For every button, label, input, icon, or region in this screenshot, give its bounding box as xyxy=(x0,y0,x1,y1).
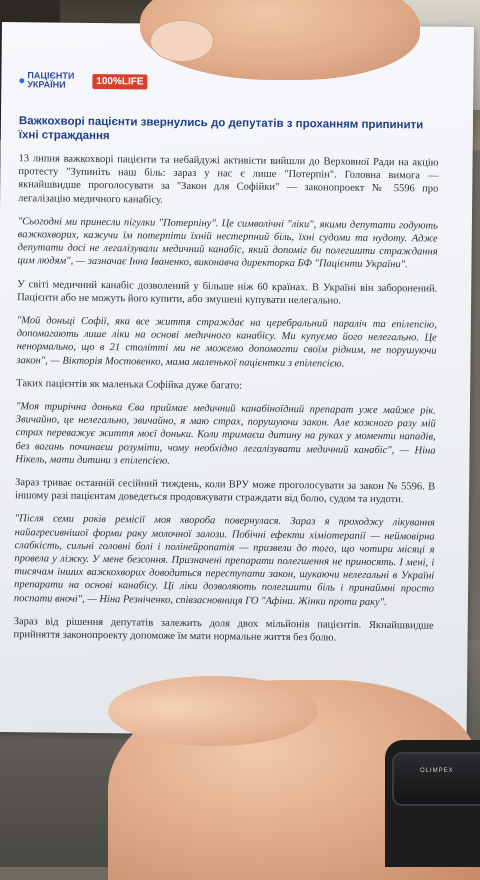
logo-line-2: УКРАЇНИ xyxy=(27,79,66,90)
paragraph-session-week: Зараз триває останній сесійний тиждень, коли ВРУ може проголосувати за закон № 5596. В іншому разі пацієнтам доведеться продовжувати страждати від болю, судом та нудоти. xyxy=(14,477,436,506)
logo-dot-icon xyxy=(19,78,24,83)
top-thumbnail xyxy=(150,20,214,62)
paragraph-many-patients: Таких пацієнтів як маленька Софійка дуже багато: xyxy=(16,378,243,392)
paragraph-world-stats: У світі медичний канабіс дозволений у більше ніж 60 країнах. В Україні він заборонений. Пацієнти або не можуть його купити, або змушені купувати нелегально. xyxy=(17,278,438,307)
press-release-sheet xyxy=(0,22,474,737)
watch-brand-text: OLIMPEX xyxy=(420,768,454,774)
paragraph-quote-nikel: "Моя трирічна донька Єва приймає медичний канабіноїдний препарат уже майже рік. Звичайно, це нелегально, звичайно, я маю страх, порушуючи закон. Але кожного разу мій страх переважує життя моєї доньки. Коли тримаєш дитину на руках у моменти нападів, без вагань починаєш розуміти, чому необхідно легалізувати медичний канабіс", — Ніна Нікель, мати дитини з епілепсією. xyxy=(15,401,437,467)
sheet-content xyxy=(14,68,440,646)
bottom-thumb xyxy=(108,676,318,746)
headline: Важкохворі пацієнти звернулись до депутатів з проханням припинити їхні страждання xyxy=(18,115,424,143)
patients-of-ukraine-logo xyxy=(19,71,74,90)
logo-line-1: ПАЦІЄНТИ xyxy=(27,70,75,81)
paragraph-intro: 13 липня важкохворі пацієнти та небайдужі активісти вийшли до Верховної Ради на акцію протесту "Зупиніть наш біль: зараз у нас є лише "Потерпін". Головна вимога — якнайшвидше проголосувати за "Закон для Софійки" — законопроект № 5596 про легалізацію медичного канабісу. xyxy=(18,153,439,206)
paragraph-conclusion: Зараз від рішення депутатів залежить доля двох мільйонів пацієнтів. Якнайшвидше прийняття законопроекту допоможе їм мати нормальне життя без болю. xyxy=(13,616,434,644)
paragraph-quote-mostovenko: "Мой доньці Софії, яка все життя страждає на церебральний параліч та епілепсію, допомагають лише ліки на основі медичного канабісу. Ми купуємо його нелегально. Це ненормально, що в 21 столітті ми не можемо допомогти своїм рідним, не порушуючи закон", — Вікторія Мостовенко, мама маленької пацієнтки з епілепсією. xyxy=(16,315,437,370)
100-percent-life-logo: 100%LIFE xyxy=(92,73,147,89)
wristwatch-face xyxy=(392,752,480,806)
paragraph-quote-ivanenko: "Сьогодні ми принесли пігулки "Потерпіну". Це символічні "ліки", якими депутати годують важкохворих, кажучи їм потерпіти їхній нестерпний біль, їхні судоми та нудоту. Адже депутати досі не легалізували медичний канабіс, який допоміг би полегшити страждання цим людям", — зазначає Інна Іваненко, виконавча директорка БФ "Пацієнти України". xyxy=(17,215,438,271)
paragraph-quote-reznichenko: "Після семи років ремісії моя хвороба повернулася. Зараз я проходжу лікування найагресивнішої форми раку молочної залози. Побічні ефекти хіміотерапії — неймовірна слабкість, сильні головні болі і полінейропатія — призвели до того, що чотири місяці я провела у ліжку. У мене безсоння. Призначені препарати полегшення не приносять. І мені, і тисячам інших важкохворих доводиться переступати закон, шукаючи нелегальні в Україні препарати на основі канабісу. Ці ліки дозволяють полегшити біль і принаймні просто поспати вночі", — Ніна Резніченко, співзасновниця ГО "Афіни. Жінки проти раку". xyxy=(13,513,435,608)
